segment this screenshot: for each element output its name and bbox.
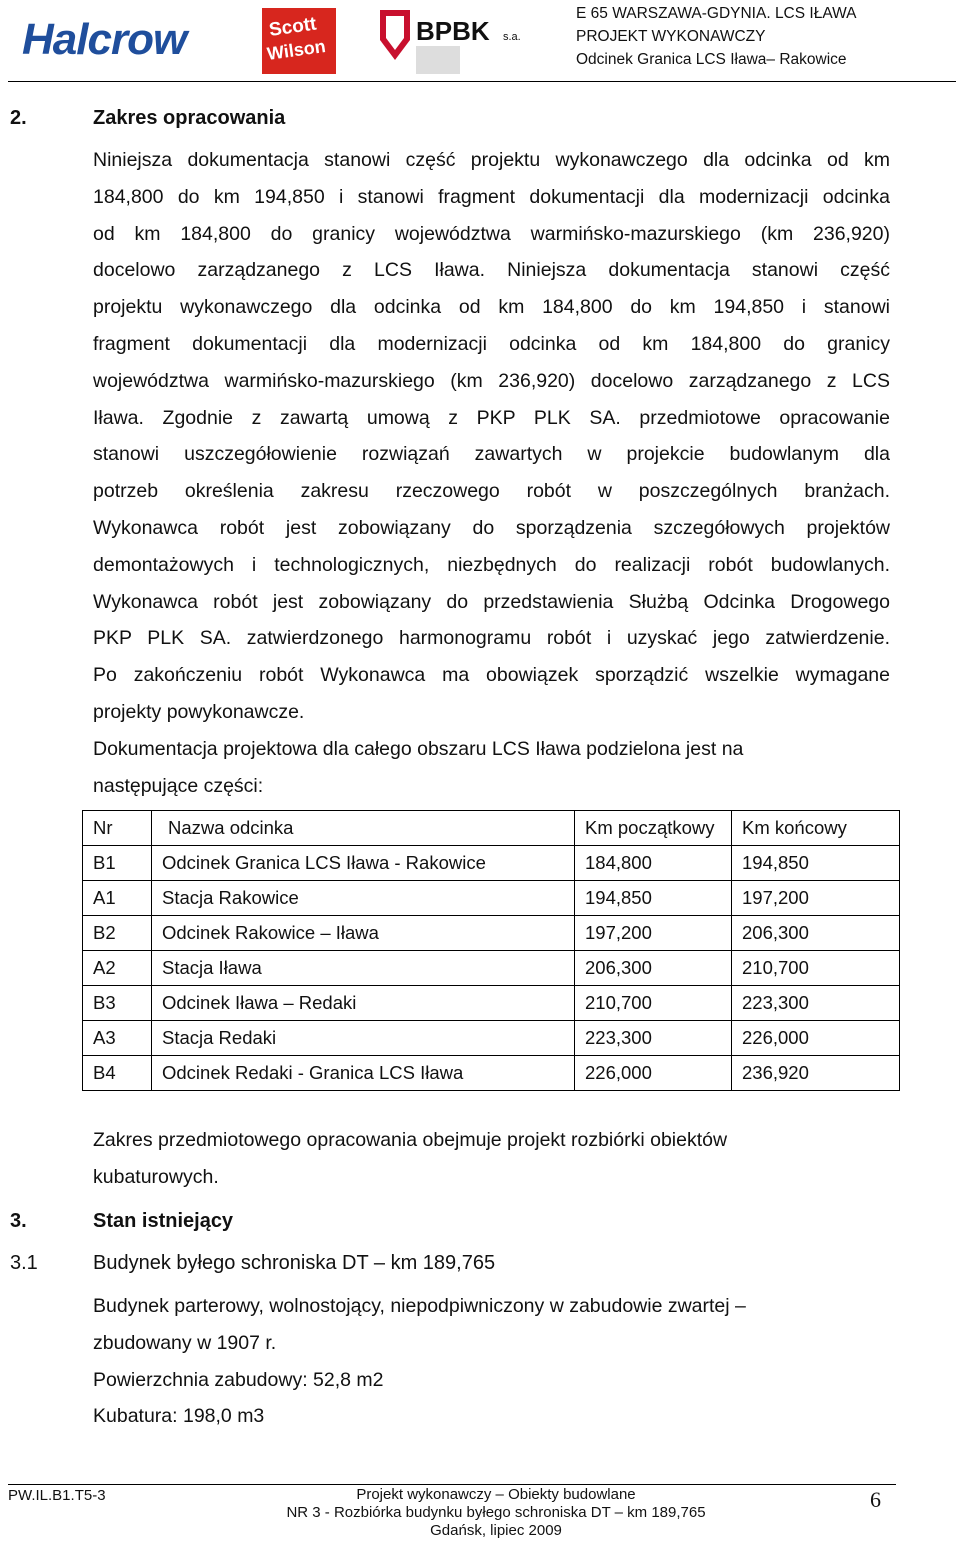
table-row: [83, 881, 900, 916]
table-cell: 223,300: [732, 986, 900, 1021]
text-line: Budynek parterowy, wolnostojący, niepodpiwniczony w zabudowie zwartej –: [93, 1295, 746, 1317]
text-line: docelowo zarządzanego z LCS Iława. Niniejsza dokumentacja stanowi część: [93, 259, 890, 282]
table-cell: Odcinek Granica LCS Iława - Rakowice: [152, 846, 575, 881]
text-line: Wykonawca robót jest zobowiązany do przedstawienia Służbą Odcinka Drogowego: [93, 590, 890, 613]
footer-line-1: Projekt wykonawczy – Obiekty budowlane: [356, 1486, 636, 1503]
text-line: projekty powykonawcze.: [93, 700, 305, 723]
text-line: następujące części:: [93, 774, 264, 797]
bpbk-logo-suffix: s.a.: [503, 31, 521, 43]
header-line-2: PROJEKT WYKONAWCZY: [576, 28, 766, 45]
bpbk-logo-text: BPBK: [416, 16, 490, 46]
table-cell: 194,850: [732, 846, 900, 881]
text-line: województwa warmińsko-mazurskiego (km 236,920) docelowo zarządzanego z LCS: [93, 369, 890, 392]
halcrow-logo-text: Halcrow: [22, 15, 187, 64]
section-2-paragraph-2: [93, 731, 890, 805]
header-logos: [0, 0, 570, 78]
section-3-description: [93, 1288, 890, 1435]
text-line: Po zakończeniu robót Wykonawca ma obowiązek sporządzić wszelkie wymagane: [93, 664, 890, 687]
table-header-cell: Km końcowy: [732, 811, 900, 846]
section-2-title: Zakres opracowania: [93, 107, 286, 129]
section-2-paragraph-1: [93, 142, 890, 731]
table-cell: B4: [83, 1056, 152, 1091]
footer-line-2: NR 3 - Rozbiórka budynku byłego schroniska DT – km 189,765: [286, 1504, 706, 1521]
table-cell: A3: [83, 1021, 152, 1056]
table-cell: 184,800: [575, 846, 732, 881]
building-volume: Kubatura: 198,0 m3: [93, 1405, 265, 1428]
table-cell: 197,200: [732, 881, 900, 916]
table-cell: 206,300: [575, 951, 732, 986]
text-line: potrzeb określenia zakresu rzeczowego robót w poszczególnych branżach.: [93, 480, 890, 503]
table-cell: B2: [83, 916, 152, 951]
wilson-logo-text: Wilson: [265, 35, 327, 64]
table-header-cell: Km początkowy: [575, 811, 732, 846]
section-3-title: Stan istniejący: [93, 1210, 234, 1232]
table-cell: 206,300: [732, 916, 900, 951]
table-cell: B1: [83, 846, 152, 881]
table-row: [83, 1021, 900, 1056]
section-2-paragraph-3: [93, 1122, 890, 1196]
table-cell: B3: [83, 986, 152, 1021]
footer-line-3: Gdańsk, lipiec 2009: [430, 1522, 562, 1539]
table-cell: Odcinek Iława – Redaki: [152, 986, 575, 1021]
table-cell: Stacja Redaki: [152, 1021, 575, 1056]
text-line: 184,800 do km 194,850 i stanowi fragment dokumentacji dla modernizacji odcinka: [93, 185, 890, 208]
table-row: [83, 986, 900, 1021]
table-header-cell: Nazwa odcinka: [152, 811, 575, 846]
footer-rule: [8, 1484, 896, 1485]
text-line: Iława. Zgodnie z zawartą umową z PKP PLK SA. przedmiotowe opracowanie: [93, 406, 890, 429]
header-line-1: E 65 WARSZAWA-GDYNIA. LCS IŁAWA: [576, 5, 857, 22]
text-line: projektu wykonawczego dla odcinka od km 184,800 do km 194,850 i stanowi: [93, 296, 890, 319]
table-cell: A1: [83, 881, 152, 916]
text-line: PKP PLK SA. zatwierdzonego harmonogramu robót i uzyskać jego zatwierdzenie.: [93, 627, 890, 650]
table-row: [83, 951, 900, 986]
section-3-1-title: Budynek byłego schroniska DT – km 189,765: [93, 1252, 496, 1274]
table-cell: 197,200: [575, 916, 732, 951]
table-cell: Stacja Rakowice: [152, 881, 575, 916]
text-line: Zakres przedmiotowego opracowania obejmuje projekt rozbiórki obiektów: [93, 1129, 728, 1151]
table-cell: 194,850: [575, 881, 732, 916]
table-header-cell: Nr: [83, 811, 152, 846]
table-cell: 223,300: [575, 1021, 732, 1056]
table-cell: Stacja Iława: [152, 951, 575, 986]
table-cell: 210,700: [732, 951, 900, 986]
halcrow-logo: [22, 15, 190, 64]
section-3-number: 3.: [10, 1210, 27, 1232]
table-row: [83, 916, 900, 951]
section-3-1-number: 3.1: [10, 1252, 38, 1274]
text-line: kubaturowych.: [93, 1165, 219, 1188]
table-cell: 226,000: [732, 1021, 900, 1056]
scott-wilson-logo: [262, 8, 336, 74]
page-number: 6: [870, 1487, 881, 1512]
text-line: Wykonawca robót jest zobowiązany do sporządzenia szczegółowych projektów: [93, 516, 890, 539]
text-line: zbudowany w 1907 r.: [93, 1331, 277, 1354]
table-row: [83, 846, 900, 881]
text-line: Niniejsza dokumentacja stanowi część projektu wykonawczego dla odcinka od km: [93, 149, 890, 171]
footer-code: PW.IL.B1.T5-3: [8, 1487, 106, 1504]
table-cell: Odcinek Rakowice – Iława: [152, 916, 575, 951]
building-area: Powierzchnia zabudowy: 52,8 m2: [93, 1368, 384, 1391]
header-rule: [8, 81, 956, 82]
table-cell: A2: [83, 951, 152, 986]
table-cell: 236,920: [732, 1056, 900, 1091]
sections-table: [82, 810, 900, 1091]
table-header-row: [83, 811, 900, 846]
text-line: demontażowych i technologicznych, niezbędnych do realizacji robót budowlanych.: [93, 553, 890, 576]
text-line: stanowi uszczegółowienie rozwiązań zawartych w projekcie budowlanym dla: [93, 443, 890, 466]
text-line: Dokumentacja projektowa dla całego obszaru LCS Iława podzielona jest na: [93, 738, 744, 760]
text-line: fragment dokumentacji dla modernizacji odcinka od km 184,800 do granicy: [93, 332, 890, 355]
table-row: [83, 1056, 900, 1091]
table-cell: 210,700: [575, 986, 732, 1021]
section-2-number: 2.: [10, 107, 27, 129]
bpbk-logo: [380, 10, 521, 74]
text-line: od km 184,800 do granicy województwa warmińsko-mazurskiego (km 236,920): [93, 222, 890, 245]
header-line-3: Odcinek Granica LCS Iława– Rakowice: [576, 51, 847, 68]
table-cell: Odcinek Redaki - Granica LCS Iława: [152, 1056, 575, 1091]
table-cell: 226,000: [575, 1056, 732, 1091]
scott-logo-text: Scott: [267, 13, 318, 41]
